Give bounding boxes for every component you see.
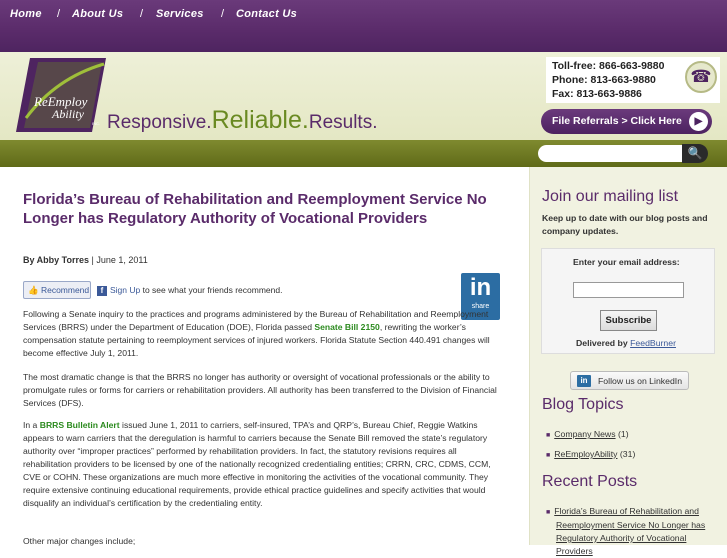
nav-separator: /	[140, 8, 144, 20]
tagline-responsive: Responsive.	[107, 112, 212, 133]
paragraph-1	[23, 308, 503, 360]
delivered-by	[576, 338, 676, 348]
topic-reemployability-link[interactable]: ReEmployAbility	[554, 449, 618, 459]
tagline-reliable: Reliable.	[211, 106, 309, 134]
play-arrow-icon: ▶	[689, 112, 708, 131]
nav-services[interactable]: Services	[156, 8, 204, 20]
facebook-bar	[23, 281, 453, 299]
phone-icon: ☎	[685, 61, 717, 93]
linkedin-icon: in	[577, 375, 591, 387]
blog-topic-item	[546, 448, 722, 462]
fb-signup-link[interactable]: Sign Up	[110, 285, 141, 295]
p3-text-a: In a	[23, 420, 40, 430]
logo-mark	[16, 58, 106, 132]
tollfree-number: Toll-free: 866-663-9880	[552, 60, 665, 72]
bullet-icon: ■	[546, 509, 551, 516]
p3-text-b: issued June 1, 2011 to carriers, self-insured, TPA’s and QRP’s, Bureau Chief, Reggie Watkins appears to warn carriers that the deregulation is harmful to carriers because the Senate Bill removed the state’s regulatory authority over “improper practices” performed by rehabilitation providers. In fact, the statutory revisions requires all rehabilitation providers to be licensed by one of the nationally recognized credentialing entities; CRRN, CRC, CDMS, CCM, CVE or COHN. These organizations are much more effective in monitoring the activities of the vocational community. They require extensive continuing educational requirements, provide ethical practice guidelines and specify activities that would disqualify an individual’s certification by the credentialing entity.	[23, 420, 491, 508]
logo-text-1: ReEmploy	[34, 94, 88, 109]
mailing-list-description: Keep up to date with our blog posts and company updates.	[542, 213, 708, 236]
search-icon[interactable]: 🔍	[682, 144, 708, 163]
facebook-icon: f	[97, 286, 107, 296]
p1-text-a: Following a Senate inquiry to the practices and programs administered by the Bureau of Rehabilitation and Reemployment Services (BRRS) under the Department of Education (DOE), Florida passed	[23, 309, 489, 332]
post-date: | June 1, 2011	[91, 255, 148, 265]
delivered-text: Delivered by	[576, 338, 631, 348]
logo-text-2: Ability	[52, 107, 84, 121]
email-input[interactable]	[573, 282, 684, 298]
linkedin-follow-label: Follow us on LinkedIn	[598, 376, 683, 386]
file-referrals-label: File Referrals > Click Here	[552, 115, 682, 127]
tagline-results: Results.	[308, 112, 378, 133]
tagline	[107, 106, 377, 135]
byline	[23, 255, 148, 265]
feedburner-link[interactable]: FeedBurner	[630, 338, 676, 348]
email-label: Enter your email address:	[573, 257, 680, 267]
subscribe-button[interactable]: Subscribe	[600, 310, 657, 331]
fb-signup-text: to see what your friends recommend.	[140, 285, 283, 295]
senate-bill-link[interactable]: Senate Bill 2150	[314, 322, 380, 332]
nav-contact-us[interactable]: Contact Us	[236, 8, 298, 20]
bullet-icon: ■	[546, 452, 551, 459]
paragraph-3	[23, 419, 503, 510]
nav-separator: /	[221, 8, 225, 20]
linkedin-icon: in	[469, 274, 492, 301]
nav-home[interactable]: Home	[10, 8, 42, 20]
recent-post-link[interactable]: Florida’s Bureau of Rehabilitation and Reemployment Service No Longer has Regulatory Authority of Vocational Providers	[554, 506, 706, 556]
fb-signup	[97, 285, 282, 296]
topic-count: (1)	[615, 429, 629, 439]
p1-text-b: , rewriting the worker’s compensation statute pertaining to reemployment services of injured workers. Florida Statute Section 440.491 changes will become effective July 1, 2011.	[23, 322, 490, 358]
search-input[interactable]	[538, 145, 684, 162]
phone-number: Phone: 813-663-9880	[552, 74, 656, 86]
paragraph-2: The most dramatic change is that the BRRS no longer has authority or oversight of vocational professionals or the ability to promulgate rules or forms for carriers or rehabilitation providers. All authority has been transferred to the Division of Financial Services (DFS).	[23, 372, 497, 408]
blog-topics-heading: Blog Topics	[542, 396, 624, 413]
recent-posts-heading: Recent Posts	[542, 473, 638, 490]
fb-recommend-button[interactable]: 👍 Recommend	[23, 281, 91, 299]
paragraph-4: Other major changes include;	[23, 536, 136, 546]
nav-about-us[interactable]: About Us	[72, 8, 124, 20]
bullet-icon: ■	[546, 432, 551, 439]
recent-post-item	[546, 505, 722, 558]
brrs-bulletin-link[interactable]: BRRS Bulletin Alert	[39, 420, 120, 430]
topic-count: (31)	[617, 449, 636, 459]
linkedin-follow-button[interactable]	[570, 371, 689, 390]
fax-number: Fax: 813-663-9886	[552, 88, 642, 100]
linkedin-share-label: share	[471, 303, 490, 310]
file-referrals-button[interactable]	[541, 109, 712, 134]
logo-text-3: INC.	[92, 121, 100, 126]
fb-recommend-label: Recommend	[40, 285, 90, 295]
nav-separator: /	[57, 8, 61, 20]
topic-company-news-link[interactable]: Company News	[554, 429, 616, 439]
blog-topic-item	[546, 428, 722, 442]
author: By Abby Torres	[23, 255, 90, 265]
article-title[interactable]: Florida’s Bureau of Rehabilitation and Reemployment Service No Longer has Regulatory Authority of Vocational Providers	[23, 191, 487, 227]
mailing-list-heading: Join our mailing list	[542, 188, 679, 205]
logo[interactable]	[16, 58, 106, 132]
